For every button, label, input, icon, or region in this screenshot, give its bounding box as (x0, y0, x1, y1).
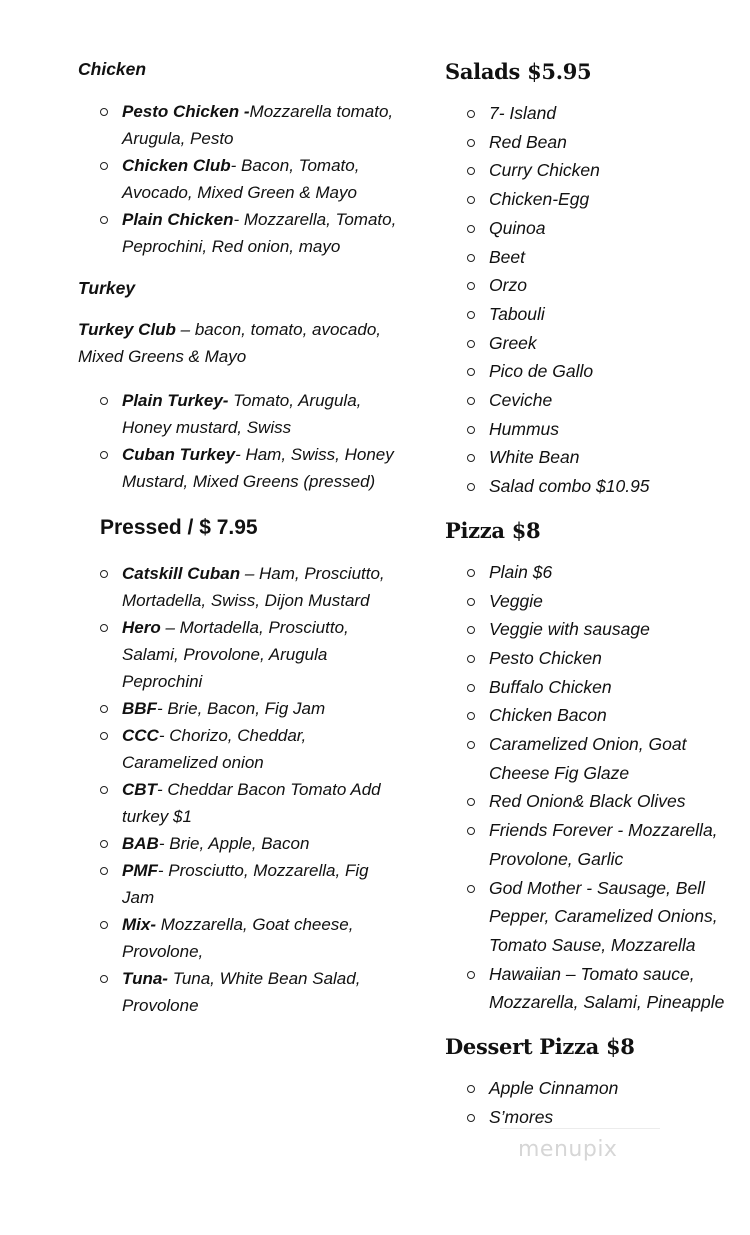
list-item: Caramelized Onion, Goat Cheese Fig Glaze (445, 730, 745, 787)
item-desc: Mozzarella, Goat cheese, Provolone, (122, 915, 354, 961)
dessert-list (445, 1074, 745, 1131)
list-item: Apple Cinnamon (445, 1074, 745, 1103)
item-name: Tuna- (122, 969, 168, 988)
watermark-rule (500, 1128, 660, 1129)
list-item: Hawaiian – Tomato sauce, Mozzarella, Salami, Pineapple (445, 960, 745, 1017)
item-desc: – Mortadella, Prosciutto, Salami, Provolone, Arugula Peprochini (122, 618, 349, 691)
list-item: S’mores (445, 1103, 745, 1132)
item-desc: - Ham, Swiss, Honey Mustard, Mixed Greens (pressed) (122, 445, 394, 491)
list-item (78, 830, 398, 857)
list-item: Buffalo Chicken (445, 673, 745, 702)
turkey-list (78, 387, 398, 495)
list-item: Greek (445, 329, 745, 358)
item-name: Chicken Club (122, 156, 231, 175)
list-item: Chicken-Egg (445, 185, 745, 214)
list-item (78, 441, 398, 495)
list-item (78, 387, 398, 441)
chicken-heading: Chicken (78, 59, 147, 79)
list-item: Red Onion& Black Olives (445, 787, 745, 816)
item-name: Catskill Cuban (122, 564, 241, 583)
list-item: Orzo (445, 271, 745, 300)
dessert-pizza-heading: Dessert Pizza $8 (445, 1034, 635, 1060)
item-desc: – bacon, tomato, avocado, Mixed Greens & Mayo (78, 320, 382, 366)
list-item: Red Bean (445, 128, 745, 157)
item-name: Plain Turkey- (122, 391, 229, 410)
list-item (78, 722, 398, 776)
salads-heading: Salads $5.95 (445, 59, 592, 84)
list-item (78, 98, 398, 152)
pressed-heading: Pressed / $ 7.95 (100, 516, 258, 539)
list-item (78, 152, 398, 206)
item-desc: - Brie, Bacon, Fig Jam (156, 699, 326, 718)
list-item (78, 857, 398, 911)
item-desc: – Ham, Prosciutto, Mortadella, Swiss, Dijon Mustard (122, 564, 385, 610)
item-desc: Mozzarella tomato, Arugula, Pesto (122, 102, 394, 148)
item-desc: - Mozzarella, Tomato, Peprochini, Red onion, mayo (122, 210, 397, 256)
list-item (78, 560, 398, 614)
item-desc: Tomato, Arugula, Honey mustard, Swiss (122, 391, 362, 437)
item-desc: - Prosciutto, Mozzarella, Fig Jam (122, 861, 369, 907)
list-item (78, 776, 398, 830)
item-desc: - Cheddar Bacon Tomato Add turkey $1 (122, 780, 381, 826)
chicken-list (78, 98, 398, 260)
list-item: Ceviche (445, 386, 745, 415)
pizza-list (445, 558, 745, 1017)
item-name: PMF (122, 861, 158, 880)
item-name: Pesto Chicken - (122, 102, 250, 121)
item-desc: - Brie, Apple, Bacon (158, 834, 310, 853)
list-item: Quinoa (445, 214, 745, 243)
list-item: Curry Chicken (445, 156, 745, 185)
list-item: Pesto Chicken (445, 644, 745, 673)
list-item (78, 695, 398, 722)
item-name: CBT (122, 780, 157, 799)
right-column (445, 56, 745, 1132)
list-item (78, 206, 398, 260)
list-item (78, 614, 398, 695)
item-name: BAB (122, 834, 159, 853)
salads-list (445, 99, 745, 501)
list-item: Salad combo $10.95 (445, 472, 745, 501)
list-item: Chicken Bacon (445, 701, 745, 730)
item-name: Plain Chicken (122, 210, 234, 229)
list-item (78, 911, 398, 965)
item-name: CCC (122, 726, 159, 745)
list-item: Friends Forever - Mozzarella, Provolone, Garlic (445, 816, 745, 873)
left-column (78, 56, 398, 1019)
list-item: Hummus (445, 415, 745, 444)
pressed-list (78, 560, 398, 1019)
list-item (78, 965, 398, 1019)
list-item: 7- Island (445, 99, 745, 128)
item-desc: Tuna, White Bean Salad, Provolone (122, 969, 361, 1015)
list-item: Veggie (445, 587, 745, 616)
list-item: Plain $6 (445, 558, 745, 587)
pizza-heading: Pizza $8 (445, 517, 541, 543)
item-name: Hero (122, 618, 161, 637)
item-name: Mix- (122, 915, 156, 934)
list-item: God Mother - Sausage, Bell Pepper, Caramelized Onions, Tomato Sause, Mozzarella (445, 874, 745, 960)
list-item: Tabouli (445, 300, 745, 329)
item-desc: - Bacon, Tomato, Avocado, Mixed Green & Mayo (122, 156, 360, 202)
list-item: Pico de Gallo (445, 357, 745, 386)
item-name: Turkey Club (78, 320, 176, 339)
list-item: White Bean (445, 443, 745, 472)
item-desc: - Chorizo, Cheddar, Caramelized onion (122, 726, 307, 772)
watermark: menupix (518, 1137, 618, 1162)
item-name: BBF (122, 699, 157, 718)
list-item: Veggie with sausage (445, 615, 745, 644)
item-name: Cuban Turkey (122, 445, 236, 464)
turkey-club-line (78, 316, 398, 370)
list-item: Beet (445, 243, 745, 272)
turkey-heading: Turkey (78, 278, 136, 298)
